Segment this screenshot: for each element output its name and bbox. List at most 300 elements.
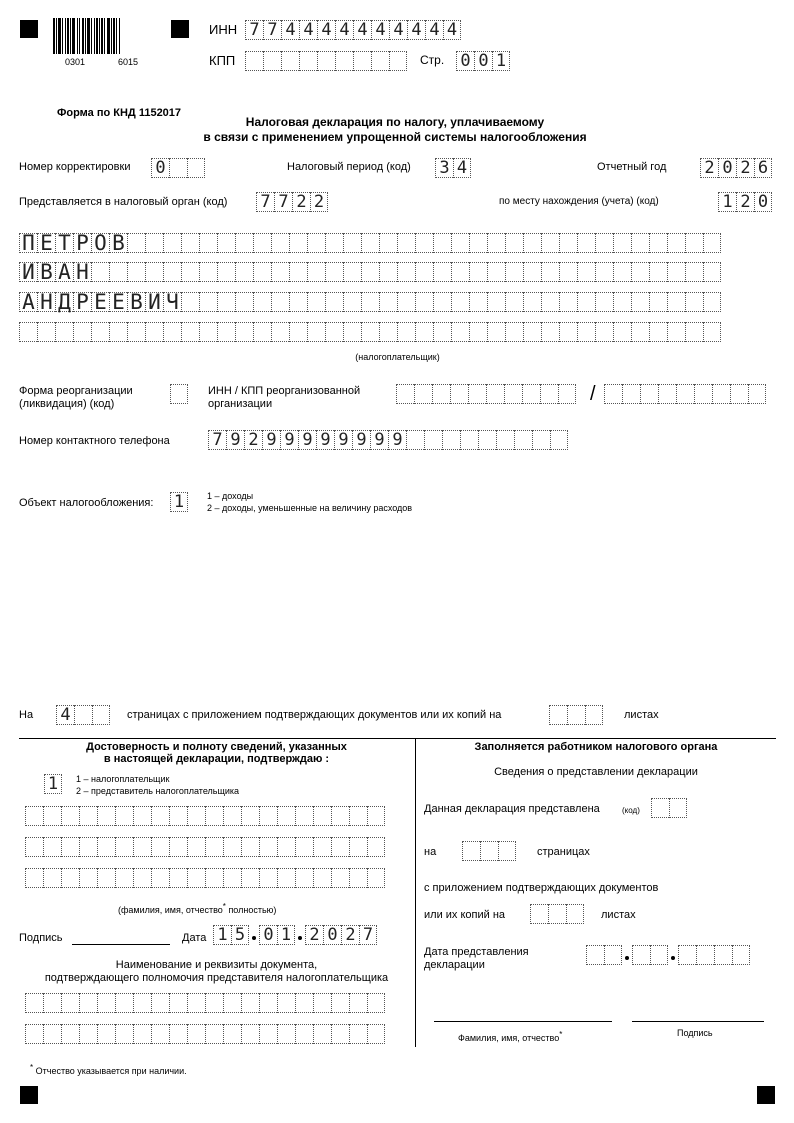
- char-cell[interactable]: [486, 384, 504, 404]
- char-cell[interactable]: Н: [37, 292, 55, 312]
- char-cell[interactable]: [97, 868, 115, 888]
- char-cell[interactable]: [397, 233, 415, 253]
- char-cell[interactable]: 2: [292, 192, 310, 212]
- char-cell[interactable]: [604, 384, 622, 404]
- char-cell[interactable]: [343, 292, 361, 312]
- doc-row-1[interactable]: [25, 993, 385, 1013]
- char-cell[interactable]: [313, 806, 331, 826]
- char-cell[interactable]: [703, 322, 721, 342]
- char-cell[interactable]: А: [55, 262, 73, 282]
- char-cell[interactable]: 7: [208, 430, 226, 450]
- char-cell[interactable]: [349, 1024, 367, 1044]
- char-cell[interactable]: [43, 993, 61, 1013]
- char-cell[interactable]: [91, 322, 109, 342]
- char-cell[interactable]: [361, 233, 379, 253]
- char-cell[interactable]: [223, 806, 241, 826]
- char-cell[interactable]: [245, 51, 263, 71]
- char-cell[interactable]: [61, 868, 79, 888]
- char-cell[interactable]: [313, 868, 331, 888]
- char-cell[interactable]: [349, 837, 367, 857]
- name-line-1[interactable]: [19, 233, 721, 253]
- char-cell[interactable]: 4: [353, 20, 371, 40]
- char-cell[interactable]: [151, 1024, 169, 1044]
- sheets-cells[interactable]: [549, 705, 603, 725]
- char-cell[interactable]: [415, 262, 433, 282]
- char-cell[interactable]: [259, 837, 277, 857]
- char-cell[interactable]: [559, 292, 577, 312]
- char-cell[interactable]: [25, 993, 43, 1013]
- reorg-kpp-cells[interactable]: [604, 384, 766, 404]
- char-cell[interactable]: 7: [359, 925, 377, 945]
- char-cell[interactable]: [415, 292, 433, 312]
- char-cell[interactable]: [406, 430, 424, 450]
- char-cell[interactable]: [73, 322, 91, 342]
- char-cell[interactable]: [181, 262, 199, 282]
- char-cell[interactable]: [133, 993, 151, 1013]
- char-cell[interactable]: [685, 292, 703, 312]
- year-cells[interactable]: [700, 158, 772, 178]
- char-cell[interactable]: [313, 837, 331, 857]
- char-cell[interactable]: [595, 292, 613, 312]
- officer-sign-line[interactable]: [632, 1021, 764, 1022]
- char-cell[interactable]: [217, 262, 235, 282]
- char-cell[interactable]: [631, 262, 649, 282]
- char-cell[interactable]: [91, 262, 109, 282]
- char-cell[interactable]: [651, 798, 669, 818]
- char-cell[interactable]: [613, 322, 631, 342]
- char-cell[interactable]: [97, 993, 115, 1013]
- char-cell[interactable]: [577, 292, 595, 312]
- char-cell[interactable]: [187, 837, 205, 857]
- char-cell[interactable]: [181, 322, 199, 342]
- char-cell[interactable]: П: [19, 233, 37, 253]
- char-cell[interactable]: 4: [425, 20, 443, 40]
- char-cell[interactable]: [349, 993, 367, 1013]
- char-cell[interactable]: [577, 233, 595, 253]
- authority-cells[interactable]: [256, 192, 328, 212]
- char-cell[interactable]: [613, 233, 631, 253]
- sign-line[interactable]: [72, 944, 170, 945]
- char-cell[interactable]: [451, 292, 469, 312]
- char-cell[interactable]: [349, 868, 367, 888]
- char-cell[interactable]: [133, 1024, 151, 1044]
- char-cell[interactable]: [271, 322, 289, 342]
- char-cell[interactable]: [187, 158, 205, 178]
- char-cell[interactable]: 0: [151, 158, 169, 178]
- reorg-inn-cells[interactable]: [396, 384, 576, 404]
- char-cell[interactable]: [460, 430, 478, 450]
- char-cell[interactable]: [145, 262, 163, 282]
- char-cell[interactable]: Е: [109, 292, 127, 312]
- char-cell[interactable]: [667, 233, 685, 253]
- char-cell[interactable]: [187, 993, 205, 1013]
- char-cell[interactable]: [151, 806, 169, 826]
- char-cell[interactable]: [397, 322, 415, 342]
- char-cell[interactable]: [505, 233, 523, 253]
- char-cell[interactable]: 0: [259, 925, 277, 945]
- char-cell[interactable]: [432, 384, 450, 404]
- char-cell[interactable]: [541, 322, 559, 342]
- char-cell[interactable]: [487, 233, 505, 253]
- char-cell[interactable]: [523, 233, 541, 253]
- char-cell[interactable]: [541, 262, 559, 282]
- char-cell[interactable]: [379, 292, 397, 312]
- date-month-cells[interactable]: [259, 925, 295, 945]
- char-cell[interactable]: [79, 806, 97, 826]
- char-cell[interactable]: 4: [443, 20, 461, 40]
- char-cell[interactable]: [307, 233, 325, 253]
- char-cell[interactable]: [586, 945, 604, 965]
- char-cell[interactable]: Н: [73, 262, 91, 282]
- char-cell[interactable]: [450, 384, 468, 404]
- char-cell[interactable]: [613, 262, 631, 282]
- char-cell[interactable]: [241, 806, 259, 826]
- char-cell[interactable]: [361, 292, 379, 312]
- char-cell[interactable]: [97, 1024, 115, 1044]
- char-cell[interactable]: В: [127, 292, 145, 312]
- right-pages-cells[interactable]: [462, 841, 516, 861]
- char-cell[interactable]: [631, 322, 649, 342]
- char-cell[interactable]: [414, 384, 432, 404]
- char-cell[interactable]: 2: [736, 158, 754, 178]
- char-cell[interactable]: [169, 837, 187, 857]
- char-cell[interactable]: [367, 806, 385, 826]
- char-cell[interactable]: [550, 430, 568, 450]
- char-cell[interactable]: [462, 841, 480, 861]
- char-cell[interactable]: [25, 837, 43, 857]
- object-cells[interactable]: [170, 492, 188, 512]
- char-cell[interactable]: [540, 384, 558, 404]
- char-cell[interactable]: [469, 292, 487, 312]
- char-cell[interactable]: [235, 233, 253, 253]
- char-cell[interactable]: [271, 292, 289, 312]
- char-cell[interactable]: [622, 384, 640, 404]
- char-cell[interactable]: 4: [281, 20, 299, 40]
- char-cell[interactable]: [217, 322, 235, 342]
- char-cell[interactable]: [61, 806, 79, 826]
- name-line-2[interactable]: [19, 262, 721, 282]
- char-cell[interactable]: 4: [453, 158, 471, 178]
- char-cell[interactable]: [169, 158, 187, 178]
- char-cell[interactable]: [241, 1024, 259, 1044]
- char-cell[interactable]: В: [37, 262, 55, 282]
- char-cell[interactable]: [259, 868, 277, 888]
- char-cell[interactable]: [241, 837, 259, 857]
- char-cell[interactable]: [632, 945, 650, 965]
- char-cell[interactable]: [25, 806, 43, 826]
- char-cell[interactable]: [289, 292, 307, 312]
- char-cell[interactable]: [487, 292, 505, 312]
- char-cell[interactable]: [703, 292, 721, 312]
- char-cell[interactable]: [595, 322, 613, 342]
- char-cell[interactable]: [127, 233, 145, 253]
- char-cell[interactable]: [696, 945, 714, 965]
- char-cell[interactable]: [532, 430, 550, 450]
- char-cell[interactable]: [181, 233, 199, 253]
- char-cell[interactable]: [335, 51, 353, 71]
- char-cell[interactable]: [61, 837, 79, 857]
- char-cell[interactable]: [396, 384, 414, 404]
- char-cell[interactable]: [235, 262, 253, 282]
- char-cell[interactable]: [295, 837, 313, 857]
- char-cell[interactable]: 6: [754, 158, 772, 178]
- char-cell[interactable]: [469, 322, 487, 342]
- char-cell[interactable]: [577, 262, 595, 282]
- char-cell[interactable]: [389, 51, 407, 71]
- char-cell[interactable]: 5: [231, 925, 249, 945]
- char-cell[interactable]: [169, 993, 187, 1013]
- char-cell[interactable]: [505, 262, 523, 282]
- char-cell[interactable]: [205, 993, 223, 1013]
- char-cell[interactable]: [367, 837, 385, 857]
- char-cell[interactable]: 7: [274, 192, 292, 212]
- char-cell[interactable]: И: [19, 262, 37, 282]
- char-cell[interactable]: [205, 837, 223, 857]
- char-cell[interactable]: В: [109, 233, 127, 253]
- char-cell[interactable]: 2: [305, 925, 323, 945]
- char-cell[interactable]: 9: [280, 430, 298, 450]
- char-cell[interactable]: [307, 292, 325, 312]
- pages-cells[interactable]: [56, 705, 110, 725]
- char-cell[interactable]: [79, 1024, 97, 1044]
- char-cell[interactable]: 4: [317, 20, 335, 40]
- char-cell[interactable]: [295, 806, 313, 826]
- char-cell[interactable]: [487, 262, 505, 282]
- char-cell[interactable]: [371, 51, 389, 71]
- char-cell[interactable]: [151, 993, 169, 1013]
- char-cell[interactable]: [361, 262, 379, 282]
- char-cell[interactable]: [433, 322, 451, 342]
- char-cell[interactable]: О: [91, 233, 109, 253]
- copies-cells[interactable]: [530, 904, 584, 924]
- fio-row-2[interactable]: [25, 837, 385, 857]
- char-cell[interactable]: [19, 322, 37, 342]
- char-cell[interactable]: [277, 806, 295, 826]
- char-cell[interactable]: 9: [370, 430, 388, 450]
- doc-row-2[interactable]: [25, 1024, 385, 1044]
- date-day-cells[interactable]: [213, 925, 249, 945]
- char-cell[interactable]: [253, 262, 271, 282]
- char-cell[interactable]: [127, 262, 145, 282]
- submission-year-cells[interactable]: [678, 945, 750, 965]
- char-cell[interactable]: [343, 322, 361, 342]
- char-cell[interactable]: [43, 837, 61, 857]
- char-cell[interactable]: [504, 384, 522, 404]
- char-cell[interactable]: [451, 322, 469, 342]
- char-cell[interactable]: [379, 322, 397, 342]
- char-cell[interactable]: [115, 993, 133, 1013]
- char-cell[interactable]: Е: [37, 233, 55, 253]
- char-cell[interactable]: А: [19, 292, 37, 312]
- char-cell[interactable]: [115, 806, 133, 826]
- char-cell[interactable]: [169, 868, 187, 888]
- officer-fio-line[interactable]: [434, 1021, 612, 1022]
- char-cell[interactable]: [170, 384, 188, 404]
- char-cell[interactable]: [748, 384, 766, 404]
- char-cell[interactable]: [415, 233, 433, 253]
- char-cell[interactable]: Ч: [163, 292, 181, 312]
- char-cell[interactable]: [199, 322, 217, 342]
- char-cell[interactable]: [649, 292, 667, 312]
- char-cell[interactable]: [595, 262, 613, 282]
- char-cell[interactable]: 9: [226, 430, 244, 450]
- char-cell[interactable]: [559, 322, 577, 342]
- char-cell[interactable]: 1: [213, 925, 231, 945]
- char-cell[interactable]: 1: [718, 192, 736, 212]
- date-year-cells[interactable]: [305, 925, 377, 945]
- char-cell[interactable]: [577, 322, 595, 342]
- char-cell[interactable]: [253, 233, 271, 253]
- char-cell[interactable]: [469, 233, 487, 253]
- char-cell[interactable]: [127, 322, 145, 342]
- char-cell[interactable]: [277, 1024, 295, 1044]
- char-cell[interactable]: [299, 51, 317, 71]
- char-cell[interactable]: [676, 384, 694, 404]
- char-cell[interactable]: [181, 292, 199, 312]
- char-cell[interactable]: 9: [316, 430, 334, 450]
- char-cell[interactable]: [631, 292, 649, 312]
- char-cell[interactable]: [331, 868, 349, 888]
- char-cell[interactable]: [115, 1024, 133, 1044]
- char-cell[interactable]: [613, 292, 631, 312]
- char-cell[interactable]: [199, 262, 217, 282]
- char-cell[interactable]: [263, 51, 281, 71]
- char-cell[interactable]: 0: [474, 51, 492, 71]
- char-cell[interactable]: [685, 262, 703, 282]
- char-cell[interactable]: [367, 868, 385, 888]
- char-cell[interactable]: [115, 868, 133, 888]
- char-cell[interactable]: [349, 806, 367, 826]
- char-cell[interactable]: [361, 322, 379, 342]
- char-cell[interactable]: [43, 868, 61, 888]
- char-cell[interactable]: [514, 430, 532, 450]
- char-cell[interactable]: 2: [700, 158, 718, 178]
- char-cell[interactable]: [523, 262, 541, 282]
- char-cell[interactable]: [604, 945, 622, 965]
- char-cell[interactable]: Т: [55, 233, 73, 253]
- char-cell[interactable]: 9: [334, 430, 352, 450]
- char-cell[interactable]: [703, 233, 721, 253]
- char-cell[interactable]: [163, 233, 181, 253]
- char-cell[interactable]: [187, 1024, 205, 1044]
- char-cell[interactable]: 7: [263, 20, 281, 40]
- char-cell[interactable]: [37, 322, 55, 342]
- char-cell[interactable]: [109, 262, 127, 282]
- char-cell[interactable]: [289, 262, 307, 282]
- char-cell[interactable]: [241, 868, 259, 888]
- char-cell[interactable]: [259, 806, 277, 826]
- char-cell[interactable]: 4: [56, 705, 74, 725]
- char-cell[interactable]: [187, 806, 205, 826]
- char-cell[interactable]: [541, 292, 559, 312]
- char-cell[interactable]: [669, 798, 687, 818]
- char-cell[interactable]: 4: [335, 20, 353, 40]
- char-cell[interactable]: [730, 384, 748, 404]
- char-cell[interactable]: [151, 837, 169, 857]
- char-cell[interactable]: [217, 233, 235, 253]
- char-cell[interactable]: [253, 322, 271, 342]
- char-cell[interactable]: [223, 1024, 241, 1044]
- char-cell[interactable]: Р: [73, 233, 91, 253]
- correction-cells[interactable]: [151, 158, 205, 178]
- char-cell[interactable]: [649, 262, 667, 282]
- char-cell[interactable]: [667, 292, 685, 312]
- char-cell[interactable]: 4: [389, 20, 407, 40]
- char-cell[interactable]: [313, 1024, 331, 1044]
- char-cell[interactable]: [199, 233, 217, 253]
- char-cell[interactable]: 9: [388, 430, 406, 450]
- char-cell[interactable]: [522, 384, 540, 404]
- location-cells[interactable]: [718, 192, 772, 212]
- char-cell[interactable]: [433, 233, 451, 253]
- char-cell[interactable]: [317, 51, 335, 71]
- char-cell[interactable]: [343, 262, 361, 282]
- char-cell[interactable]: [25, 1024, 43, 1044]
- char-cell[interactable]: 0: [456, 51, 474, 71]
- char-cell[interactable]: [650, 945, 668, 965]
- char-cell[interactable]: 7: [245, 20, 263, 40]
- name-line-3[interactable]: [19, 292, 721, 312]
- char-cell[interactable]: [331, 1024, 349, 1044]
- char-cell[interactable]: 0: [754, 192, 772, 212]
- char-cell[interactable]: [74, 705, 92, 725]
- char-cell[interactable]: 0: [323, 925, 341, 945]
- char-cell[interactable]: [367, 1024, 385, 1044]
- char-cell[interactable]: [295, 868, 313, 888]
- char-cell[interactable]: [169, 1024, 187, 1044]
- char-cell[interactable]: [468, 384, 486, 404]
- char-cell[interactable]: [97, 837, 115, 857]
- char-cell[interactable]: [487, 322, 505, 342]
- char-cell[interactable]: [530, 904, 548, 924]
- char-cell[interactable]: 9: [262, 430, 280, 450]
- char-cell[interactable]: [25, 868, 43, 888]
- char-cell[interactable]: [223, 837, 241, 857]
- char-cell[interactable]: [235, 322, 253, 342]
- date-input[interactable]: [213, 925, 377, 945]
- char-cell[interactable]: [295, 1024, 313, 1044]
- char-cell[interactable]: [451, 262, 469, 282]
- inn-cells[interactable]: [245, 20, 461, 40]
- char-cell[interactable]: [331, 837, 349, 857]
- char-cell[interactable]: [133, 868, 151, 888]
- char-cell[interactable]: [732, 945, 750, 965]
- char-cell[interactable]: [667, 322, 685, 342]
- char-cell[interactable]: 1: [170, 492, 188, 512]
- char-cell[interactable]: [559, 233, 577, 253]
- char-cell[interactable]: Р: [73, 292, 91, 312]
- char-cell[interactable]: [61, 1024, 79, 1044]
- char-cell[interactable]: [415, 322, 433, 342]
- char-cell[interactable]: [558, 384, 576, 404]
- char-cell[interactable]: [253, 292, 271, 312]
- char-cell[interactable]: [163, 262, 181, 282]
- char-cell[interactable]: [151, 868, 169, 888]
- submission-month-cells[interactable]: [632, 945, 668, 965]
- char-cell[interactable]: [649, 233, 667, 253]
- char-cell[interactable]: [295, 993, 313, 1013]
- char-cell[interactable]: [325, 322, 343, 342]
- char-cell[interactable]: [480, 841, 498, 861]
- char-cell[interactable]: [523, 322, 541, 342]
- char-cell[interactable]: [223, 993, 241, 1013]
- char-cell[interactable]: 0: [718, 158, 736, 178]
- char-cell[interactable]: [271, 262, 289, 282]
- char-cell[interactable]: [307, 262, 325, 282]
- char-cell[interactable]: [109, 322, 127, 342]
- char-cell[interactable]: 1: [44, 774, 62, 794]
- char-cell[interactable]: [397, 262, 415, 282]
